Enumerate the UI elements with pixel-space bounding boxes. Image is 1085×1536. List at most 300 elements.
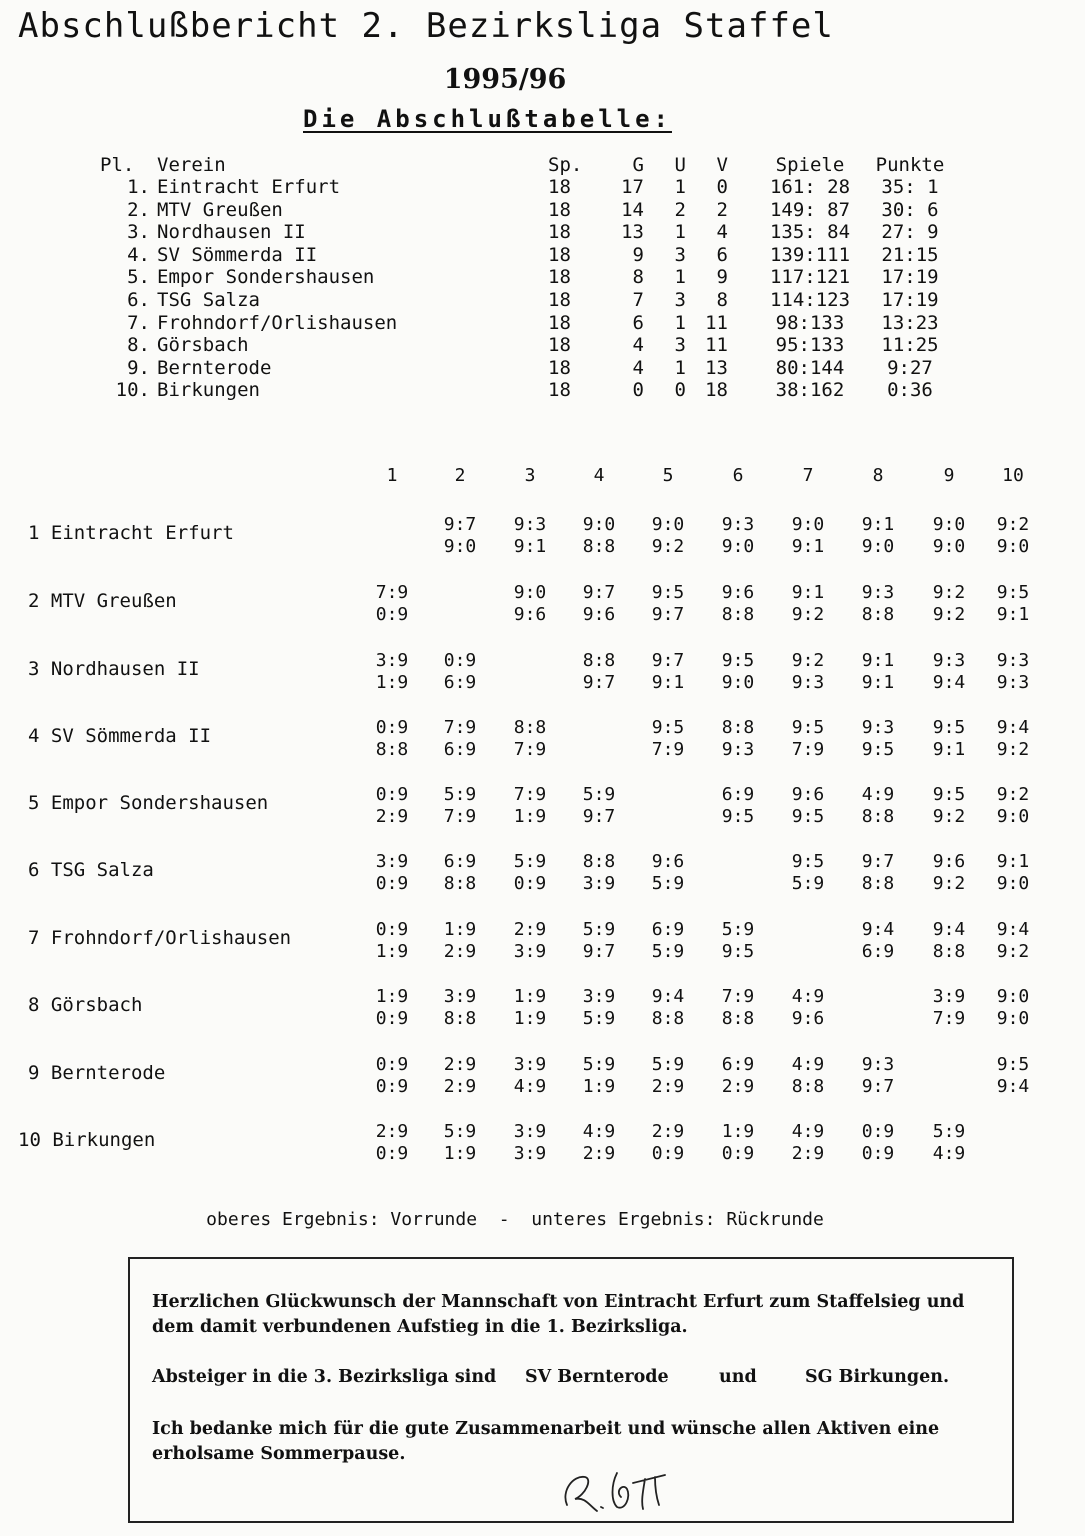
score-vorrunde: 4:9 xyxy=(861,784,895,805)
score-vorrunde: 4:9 xyxy=(791,1054,825,1075)
standings-cell-u: 1 xyxy=(674,221,686,244)
score-vorrunde: 3:9 xyxy=(443,986,477,1007)
matrix-row xyxy=(0,582,1085,628)
season-label: 1995/96 xyxy=(443,64,567,95)
matrix-row xyxy=(0,650,1085,696)
standings-cell-spiele: 98:133 xyxy=(775,311,845,334)
standings-cell-punkte: 9:27 xyxy=(887,356,933,379)
score-rueckrunde: 7:9 xyxy=(443,806,477,827)
score-rueckrunde: 5:9 xyxy=(651,873,685,894)
standings-cell-sp: 18 xyxy=(548,356,571,379)
score-vorrunde: 1:9 xyxy=(443,919,477,940)
score-vorrunde: 9:7 xyxy=(861,851,895,872)
header-v: V xyxy=(716,154,728,176)
score-rueckrunde: 8:8 xyxy=(861,806,895,827)
score-rueckrunde: 9:2 xyxy=(932,604,966,625)
score-vorrunde: 9:2 xyxy=(996,784,1030,805)
score-rueckrunde: 9:0 xyxy=(721,672,755,693)
score-rueckrunde: 9:0 xyxy=(721,536,755,557)
score-rueckrunde: 0:9 xyxy=(513,873,547,894)
score-rueckrunde: 9:0 xyxy=(996,1008,1030,1029)
score-vorrunde: 9:5 xyxy=(651,717,685,738)
score-vorrunde: 9:2 xyxy=(932,582,966,603)
standings-cell-sp: 18 xyxy=(548,221,571,244)
standings-cell-v: 2 xyxy=(716,198,728,221)
score-rueckrunde: 8:8 xyxy=(582,536,616,557)
score-rueckrunde: 7:9 xyxy=(932,1008,966,1029)
standings-cell-team: Frohndorf/Orlishausen xyxy=(157,311,398,334)
matrix-column-number: 4 xyxy=(593,465,605,486)
standings-cell-pl: 9. xyxy=(127,356,150,379)
standings-cell-sp: 18 xyxy=(548,379,571,402)
score-rueckrunde: 1:9 xyxy=(443,1143,477,1164)
standings-cell-punkte: 13:23 xyxy=(881,311,939,334)
matrix-team-label: 3 Nordhausen II xyxy=(28,658,200,680)
standings-cell-pl: 7. xyxy=(127,311,150,334)
header-spiele: Spiele xyxy=(775,154,845,176)
score-rueckrunde: 8:8 xyxy=(721,1008,755,1029)
score-rueckrunde: 9:2 xyxy=(932,806,966,827)
matrix-row xyxy=(0,851,1085,897)
standings-cell-pl: 2. xyxy=(127,198,150,221)
standings-cell-g: 14 xyxy=(621,198,644,221)
standings-cell-g: 6 xyxy=(632,311,644,334)
matrix-column-number: 7 xyxy=(802,465,814,486)
standings-cell-v: 11 xyxy=(705,311,728,334)
score-rueckrunde: 7:9 xyxy=(651,739,685,760)
score-vorrunde: 9:4 xyxy=(651,986,685,1007)
score-vorrunde: 9:4 xyxy=(996,919,1030,940)
score-rueckrunde: 8:8 xyxy=(651,1008,685,1029)
score-vorrunde: 9:1 xyxy=(996,851,1030,872)
score-vorrunde: 9:1 xyxy=(791,582,825,603)
score-rueckrunde: 9:6 xyxy=(791,1008,825,1029)
standings-cell-team: Empor Sondershausen xyxy=(157,266,375,289)
standings-cell-pl: 5. xyxy=(127,266,150,289)
score-vorrunde: 2:9 xyxy=(443,1054,477,1075)
score-rueckrunde: 9:0 xyxy=(996,806,1030,827)
score-rueckrunde: 8:8 xyxy=(443,1008,477,1029)
score-rueckrunde: 9:3 xyxy=(721,739,755,760)
standings-cell-punkte: 27: 9 xyxy=(881,221,939,244)
score-vorrunde: 8:8 xyxy=(582,851,616,872)
standings-cell-pl: 6. xyxy=(127,289,150,311)
score-vorrunde: 9:5 xyxy=(721,650,755,671)
score-rueckrunde: 9:4 xyxy=(932,672,966,693)
score-rueckrunde: 0:9 xyxy=(651,1143,685,1164)
standings-cell-punkte: 17:19 xyxy=(881,266,939,289)
score-vorrunde: 4:9 xyxy=(791,1121,825,1142)
score-rueckrunde: 6:9 xyxy=(443,672,477,693)
score-vorrunde: 9:5 xyxy=(791,851,825,872)
score-vorrunde: 9:0 xyxy=(932,514,966,535)
score-vorrunde: 9:3 xyxy=(861,1054,895,1075)
score-vorrunde: 1:9 xyxy=(721,1121,755,1142)
score-vorrunde: 9:6 xyxy=(932,851,966,872)
standings-cell-punkte: 0:36 xyxy=(887,379,933,402)
score-vorrunde: 0:9 xyxy=(443,650,477,671)
score-vorrunde: 0:9 xyxy=(375,717,409,738)
standings-cell-spiele: 95:133 xyxy=(775,334,845,357)
standings-row xyxy=(0,199,1000,221)
matrix-team-label: 7 Frohndorf/Orlishausen xyxy=(28,927,292,949)
standings-cell-spiele: 38:162 xyxy=(775,379,845,402)
standings-cell-team: Birkungen xyxy=(157,379,260,402)
score-vorrunde: 6:9 xyxy=(721,784,755,805)
score-vorrunde: 2:9 xyxy=(513,919,547,940)
score-rueckrunde: 9:1 xyxy=(932,739,966,760)
standings-cell-spiele: 149: 87 xyxy=(769,198,851,221)
score-rueckrunde: 5:9 xyxy=(791,873,825,894)
score-vorrunde: 3:9 xyxy=(932,986,966,1007)
score-rueckrunde: 9:3 xyxy=(791,672,825,693)
standings-cell-v: 11 xyxy=(705,334,728,357)
standings-cell-pl: 4. xyxy=(127,243,150,266)
score-vorrunde: 3:9 xyxy=(582,986,616,1007)
score-vorrunde: 9:0 xyxy=(996,986,1030,1007)
standings-cell-v: 4 xyxy=(716,221,728,244)
standings-cell-v: 13 xyxy=(705,356,728,379)
standings-cell-sp: 18 xyxy=(548,243,571,266)
standings-cell-team: SV Sömmerda II xyxy=(157,243,318,266)
score-vorrunde: 9:3 xyxy=(861,582,895,603)
score-vorrunde: 9:0 xyxy=(791,514,825,535)
standings-cell-g: 0 xyxy=(632,379,644,402)
score-vorrunde: 3:9 xyxy=(375,851,409,872)
score-vorrunde: 7:9 xyxy=(721,986,755,1007)
standings-row xyxy=(0,289,1000,311)
standings-cell-team: MTV Greußen xyxy=(157,198,283,221)
score-vorrunde: 6:9 xyxy=(651,919,685,940)
score-vorrunde: 9:7 xyxy=(582,582,616,603)
score-vorrunde: 9:3 xyxy=(861,717,895,738)
score-rueckrunde: 2:9 xyxy=(791,1143,825,1164)
score-rueckrunde: 0:9 xyxy=(721,1143,755,1164)
section-title-text: Die Abschlußtabelle: xyxy=(303,105,672,133)
standings-cell-punkte: 21:15 xyxy=(881,243,939,266)
score-rueckrunde: 9:5 xyxy=(721,941,755,962)
score-rueckrunde: 2:9 xyxy=(443,1076,477,1097)
standings-row xyxy=(0,312,1000,334)
score-vorrunde: 5:9 xyxy=(582,784,616,805)
score-vorrunde: 9:1 xyxy=(861,514,895,535)
score-vorrunde: 5:9 xyxy=(582,1054,616,1075)
score-rueckrunde: 9:0 xyxy=(861,536,895,557)
score-rueckrunde: 9:7 xyxy=(582,941,616,962)
score-vorrunde: 2:9 xyxy=(651,1121,685,1142)
score-vorrunde: 9:3 xyxy=(996,650,1030,671)
score-vorrunde: 3:9 xyxy=(375,650,409,671)
score-rueckrunde: 7:9 xyxy=(791,739,825,760)
standings-row xyxy=(0,244,1000,266)
standings-row xyxy=(0,221,1000,243)
standings-cell-g: 9 xyxy=(632,243,644,266)
score-vorrunde: 5:9 xyxy=(721,919,755,940)
score-vorrunde: 7:9 xyxy=(443,717,477,738)
score-vorrunde: 9:4 xyxy=(996,717,1030,738)
score-rueckrunde: 8:8 xyxy=(443,873,477,894)
score-vorrunde: 9:2 xyxy=(791,650,825,671)
standings-cell-spiele: 139:111 xyxy=(769,243,851,266)
score-rueckrunde: 3:9 xyxy=(513,1143,547,1164)
score-vorrunde: 5:9 xyxy=(651,1054,685,1075)
score-vorrunde: 9:5 xyxy=(932,717,966,738)
score-rueckrunde: 9:7 xyxy=(582,672,616,693)
matrix-team-label: 1 Eintracht Erfurt xyxy=(28,522,234,544)
standings-cell-punkte: 11:25 xyxy=(881,334,939,357)
standings-cell-pl: 3. xyxy=(127,221,150,244)
standings-cell-v: 0 xyxy=(716,176,728,198)
score-rueckrunde: 9:5 xyxy=(791,806,825,827)
matrix-team-label: 4 SV Sömmerda II xyxy=(28,725,212,747)
score-rueckrunde: 9:0 xyxy=(996,873,1030,894)
score-vorrunde: 8:8 xyxy=(582,650,616,671)
matrix-column-number: 1 xyxy=(386,465,398,486)
score-rueckrunde: 6:9 xyxy=(443,739,477,760)
score-vorrunde: 8:8 xyxy=(513,717,547,738)
closing-remarks-box xyxy=(128,1257,1014,1523)
score-vorrunde: 0:9 xyxy=(375,919,409,940)
score-rueckrunde: 9:7 xyxy=(861,1076,895,1097)
congratulations-text: Herzlichen Glückwunsch der Mannschaft von Eintracht Erfurt zum Staffelsieg und dem damit verbundenen Aufstieg in die 1. Bezirksliga. xyxy=(152,1292,965,1337)
score-vorrunde: 7:9 xyxy=(375,582,409,603)
matrix-column-number: 9 xyxy=(943,465,955,486)
score-vorrunde: 9:3 xyxy=(932,650,966,671)
standings-cell-u: 3 xyxy=(674,243,686,266)
header-g: G xyxy=(632,154,644,176)
matrix-row xyxy=(0,1054,1085,1100)
standings-cell-v: 18 xyxy=(705,379,728,402)
standings-cell-sp: 18 xyxy=(548,289,571,311)
standings-cell-u: 1 xyxy=(674,311,686,334)
document-title: Abschlußbericht 2. Bezirksliga Staffel xyxy=(18,6,834,46)
score-rueckrunde: 9:2 xyxy=(996,941,1030,962)
score-vorrunde: 5:9 xyxy=(443,1121,477,1142)
score-vorrunde: 2:9 xyxy=(375,1121,409,1142)
handwritten-signature xyxy=(555,1461,685,1517)
matrix-team-label: 10 Birkungen xyxy=(18,1129,156,1151)
score-vorrunde: 5:9 xyxy=(932,1121,966,1142)
score-rueckrunde: 0:9 xyxy=(375,873,409,894)
score-rueckrunde: 3:9 xyxy=(513,941,547,962)
standings-cell-u: 3 xyxy=(674,289,686,311)
standings-cell-v: 8 xyxy=(716,289,728,311)
standings-cell-v: 9 xyxy=(716,266,728,289)
standings-cell-sp: 18 xyxy=(548,176,571,198)
standings-cell-g: 13 xyxy=(621,221,644,244)
standings-cell-pl: 1. xyxy=(127,176,150,198)
standings-cell-team: TSG Salza xyxy=(157,289,260,311)
section-title xyxy=(0,105,975,133)
score-rueckrunde: 9:2 xyxy=(791,604,825,625)
score-rueckrunde: 2:9 xyxy=(375,806,409,827)
score-vorrunde: 6:9 xyxy=(721,1054,755,1075)
relegation-line xyxy=(152,1367,992,1391)
score-vorrunde: 9:1 xyxy=(861,650,895,671)
matrix-row xyxy=(0,1121,1085,1167)
matrix-column-number: 3 xyxy=(524,465,536,486)
score-rueckrunde: 9:2 xyxy=(996,739,1030,760)
standings-header-row xyxy=(0,154,1000,176)
score-vorrunde: 9:6 xyxy=(791,784,825,805)
standings-row xyxy=(0,379,1000,401)
standings-cell-u: 3 xyxy=(674,334,686,357)
standings-cell-u: 1 xyxy=(674,176,686,198)
score-rueckrunde: 9:7 xyxy=(651,604,685,625)
score-vorrunde: 9:0 xyxy=(513,582,547,603)
standings-cell-g: 7 xyxy=(632,289,644,311)
standings-cell-team: Eintracht Erfurt xyxy=(157,176,341,198)
score-vorrunde: 1:9 xyxy=(375,986,409,1007)
standings-row xyxy=(0,176,1000,198)
score-rueckrunde: 9:0 xyxy=(443,536,477,557)
standings-cell-spiele: 80:144 xyxy=(775,356,845,379)
score-rueckrunde: 8:8 xyxy=(861,604,895,625)
score-rueckrunde: 0:9 xyxy=(375,1076,409,1097)
standings-cell-u: 0 xyxy=(674,379,686,402)
matrix-column-number: 5 xyxy=(662,465,674,486)
standings-cell-g: 8 xyxy=(632,266,644,289)
score-vorrunde: 8:8 xyxy=(721,717,755,738)
score-vorrunde: 9:7 xyxy=(443,514,477,535)
score-rueckrunde: 3:9 xyxy=(582,873,616,894)
standings-cell-u: 2 xyxy=(674,198,686,221)
score-rueckrunde: 0:9 xyxy=(375,604,409,625)
standings-cell-team: Bernterode xyxy=(157,356,272,379)
standings-cell-spiele: 117:121 xyxy=(769,266,851,289)
score-vorrunde: 9:0 xyxy=(651,514,685,535)
relegated-team-2: SG Birkungen. xyxy=(805,1367,950,1387)
standings-cell-team: Nordhausen II xyxy=(157,221,306,244)
score-rueckrunde: 9:7 xyxy=(582,806,616,827)
header-verein: Verein xyxy=(157,154,226,176)
score-rueckrunde: 9:6 xyxy=(513,604,547,625)
standings-cell-v: 6 xyxy=(716,243,728,266)
matrix-row xyxy=(0,514,1085,560)
score-vorrunde: 4:9 xyxy=(582,1121,616,1142)
score-vorrunde: 4:9 xyxy=(791,986,825,1007)
standings-cell-sp: 18 xyxy=(548,334,571,357)
score-rueckrunde: 0:9 xyxy=(375,1008,409,1029)
score-rueckrunde: 9:3 xyxy=(996,672,1030,693)
standings-cell-g: 4 xyxy=(632,356,644,379)
standings-row xyxy=(0,334,1000,356)
matrix-team-label: 9 Bernterode xyxy=(28,1062,166,1084)
score-rueckrunde: 5:9 xyxy=(582,1008,616,1029)
score-rueckrunde: 8:8 xyxy=(861,873,895,894)
standings-cell-g: 4 xyxy=(632,334,644,357)
score-vorrunde: 9:5 xyxy=(791,717,825,738)
score-vorrunde: 9:6 xyxy=(651,851,685,872)
score-rueckrunde: 1:9 xyxy=(582,1076,616,1097)
matrix-row xyxy=(0,784,1085,830)
score-vorrunde: 9:5 xyxy=(996,1054,1030,1075)
score-rueckrunde: 9:0 xyxy=(932,536,966,557)
results-legend: oberes Ergebnis: Vorrunde - unteres Ergebnis: Rückrunde xyxy=(206,1209,824,1230)
standings-cell-pl: 10. xyxy=(115,379,150,402)
score-rueckrunde: 0:9 xyxy=(375,1143,409,1164)
score-rueckrunde: 9:1 xyxy=(651,672,685,693)
score-vorrunde: 9:2 xyxy=(996,514,1030,535)
standings-cell-u: 1 xyxy=(674,356,686,379)
standings-cell-punkte: 30: 6 xyxy=(881,198,939,221)
score-rueckrunde: 8:8 xyxy=(791,1076,825,1097)
score-vorrunde: 9:3 xyxy=(513,514,547,535)
score-rueckrunde: 9:1 xyxy=(861,672,895,693)
matrix-team-label: 8 Görsbach xyxy=(28,994,143,1016)
score-rueckrunde: 1:9 xyxy=(513,1008,547,1029)
score-rueckrunde: 9:1 xyxy=(996,604,1030,625)
header-pl: Pl. xyxy=(100,154,135,176)
standings-row xyxy=(0,357,1000,379)
score-vorrunde: 5:9 xyxy=(582,919,616,940)
score-rueckrunde: 8:8 xyxy=(721,604,755,625)
standings-cell-pl: 8. xyxy=(127,334,150,357)
score-rueckrunde: 2:9 xyxy=(443,941,477,962)
matrix-team-label: 2 MTV Greußen xyxy=(28,590,177,612)
header-u: U xyxy=(674,154,686,176)
score-rueckrunde: 4:9 xyxy=(932,1143,966,1164)
score-vorrunde: 5:9 xyxy=(443,784,477,805)
score-rueckrunde: 1:9 xyxy=(513,806,547,827)
header-sp: Sp. xyxy=(548,154,583,176)
matrix-column-number: 8 xyxy=(872,465,884,486)
thanks-text: Ich bedanke mich für die gute Zusammenarbeit und wünsche allen Aktiven eine erholsame Sommerpause. xyxy=(152,1419,940,1464)
score-rueckrunde: 8:8 xyxy=(932,941,966,962)
score-rueckrunde: 6:9 xyxy=(861,941,895,962)
score-rueckrunde: 9:1 xyxy=(791,536,825,557)
score-vorrunde: 3:9 xyxy=(513,1054,547,1075)
score-vorrunde: 1:9 xyxy=(513,986,547,1007)
standings-cell-g: 17 xyxy=(621,176,644,198)
standings-cell-sp: 18 xyxy=(548,198,571,221)
score-rueckrunde: 1:9 xyxy=(375,941,409,962)
standings-cell-spiele: 135: 84 xyxy=(769,221,851,244)
score-vorrunde: 9:3 xyxy=(721,514,755,535)
score-rueckrunde: 2:9 xyxy=(721,1076,755,1097)
score-rueckrunde: 9:2 xyxy=(932,873,966,894)
matrix-row xyxy=(0,919,1085,965)
score-rueckrunde: 9:6 xyxy=(582,604,616,625)
score-rueckrunde: 5:9 xyxy=(651,941,685,962)
score-rueckrunde: 9:2 xyxy=(651,536,685,557)
standings-cell-sp: 18 xyxy=(548,311,571,334)
score-rueckrunde: 2:9 xyxy=(582,1143,616,1164)
matrix-row xyxy=(0,986,1085,1032)
standings-cell-sp: 18 xyxy=(548,266,571,289)
score-vorrunde: 7:9 xyxy=(513,784,547,805)
standings-cell-spiele: 114:123 xyxy=(769,289,851,311)
standings-cell-punkte: 17:19 xyxy=(881,289,939,311)
score-vorrunde: 9:0 xyxy=(582,514,616,535)
score-vorrunde: 9:6 xyxy=(721,582,755,603)
score-vorrunde: 9:4 xyxy=(861,919,895,940)
relegated-team-1: SV Bernterode xyxy=(525,1367,669,1387)
score-vorrunde: 3:9 xyxy=(513,1121,547,1142)
score-vorrunde: 9:4 xyxy=(932,919,966,940)
standings-cell-spiele: 161: 28 xyxy=(769,176,851,198)
relegation-and: und xyxy=(719,1367,757,1387)
score-vorrunde: 0:9 xyxy=(375,1054,409,1075)
score-rueckrunde: 0:9 xyxy=(861,1143,895,1164)
score-vorrunde: 9:7 xyxy=(651,650,685,671)
score-vorrunde: 5:9 xyxy=(513,851,547,872)
score-rueckrunde: 8:8 xyxy=(375,739,409,760)
score-vorrunde: 9:5 xyxy=(996,582,1030,603)
score-rueckrunde: 9:4 xyxy=(996,1076,1030,1097)
score-vorrunde: 6:9 xyxy=(443,851,477,872)
score-vorrunde: 9:5 xyxy=(932,784,966,805)
